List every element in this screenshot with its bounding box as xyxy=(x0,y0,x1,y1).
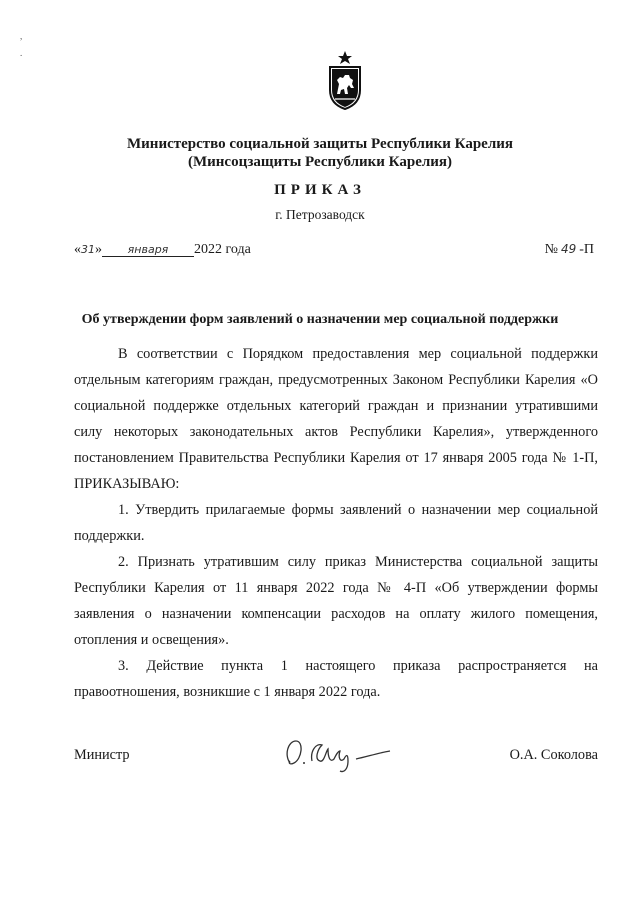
date-year: 2022 года xyxy=(194,242,251,257)
ministry-short-name: (Минсоцзащиты Республики Карелия) xyxy=(187,154,453,170)
margin-mark: . xyxy=(20,48,23,58)
date-close-quote: » xyxy=(95,242,102,257)
document-type: ПРИКАЗ xyxy=(274,182,366,198)
signer-position: Министр xyxy=(74,747,130,763)
order-date xyxy=(74,242,251,258)
number-suffix: -П xyxy=(579,242,594,257)
ministry-full-name: Министерство социальной защиты Республики Карелия xyxy=(127,136,513,152)
order-item-1: 1. Утвердить прилагаемые формы заявлений о назначении мер социальной поддержки. xyxy=(74,502,598,544)
date-day: 31 xyxy=(81,243,95,256)
margin-mark: , xyxy=(20,31,23,41)
number-value: 49 xyxy=(560,242,577,256)
signature-block xyxy=(74,747,598,777)
number-prefix: № xyxy=(544,242,558,257)
city: г. Петрозаводск xyxy=(275,207,365,222)
order-number xyxy=(545,242,594,258)
order-item-3: 3. Действие пункта 1 настоящего приказа распространяется на правоотношения, возникшие с 1 января 2022 года. xyxy=(74,658,598,700)
handwritten-signature xyxy=(282,733,402,773)
order-item-2: 2. Признать утратившим силу приказ Министерства социальной защиты Республики Карелия от 11 января 2022 года № 4-П «Об утверждении формы заявления о назначении компенсации расходов на оплату жилого помещения, отопления и освещения». xyxy=(74,554,598,648)
signer-name: О.А. Соколова xyxy=(509,747,598,763)
order-title: Об утверждении форм заявлений о назначении мер социальной поддержки xyxy=(81,312,559,327)
karelia-coat-of-arms-icon xyxy=(327,50,363,110)
date-month: января xyxy=(102,243,194,257)
margin-marks xyxy=(20,28,22,62)
preamble-paragraph: В соответствии с Порядком предоставления мер социальной поддержки отдельным категориям граждан, предусмотренных Законом Республики Карелия «О социальной поддержке отдельных категорий граждан и признании утратившими силу некоторых законодательных актов Республики Карелия», утвержденного постановлением Правительства Республики Карелия от 17 января 2005 года № 1-П, ПРИКАЗЫВАЮ: xyxy=(74,346,598,492)
date-open-quote: « xyxy=(74,242,81,257)
order-body xyxy=(74,341,598,705)
